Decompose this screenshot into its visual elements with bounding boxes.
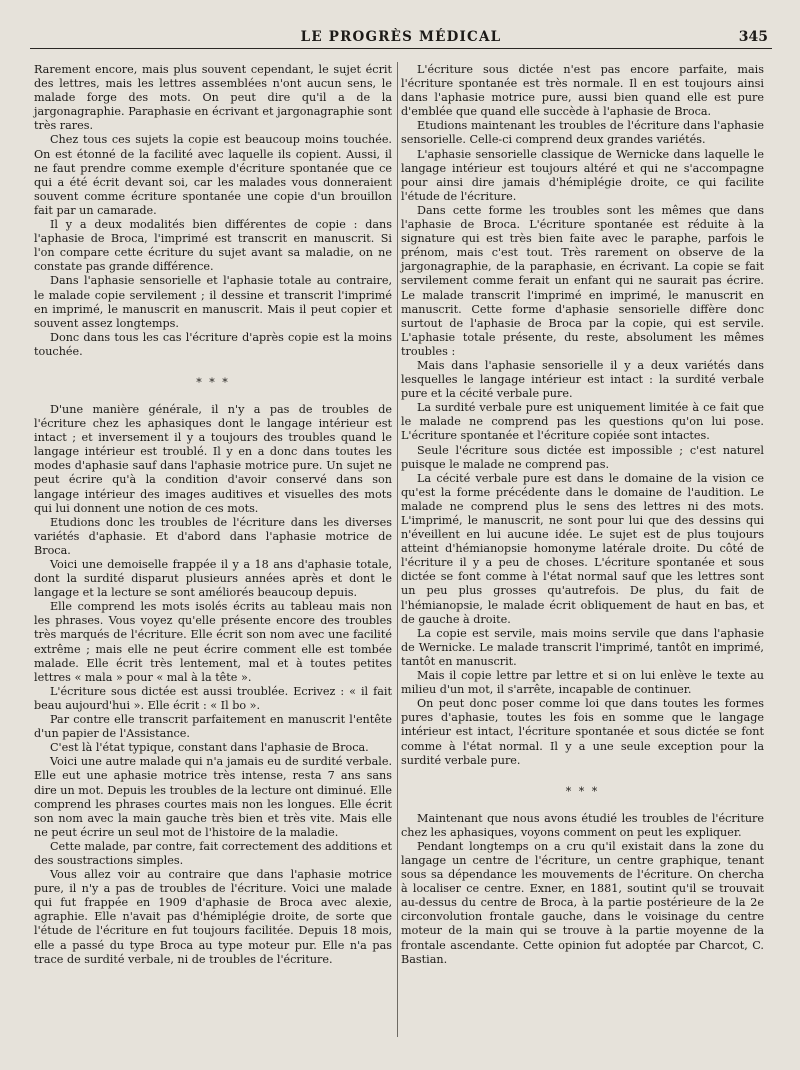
column-divider xyxy=(397,62,398,1037)
paragraph: Chez tous ces sujets la copie est beaucoup moins touchée. On est étonné de la facilité avec laquelle ils copient. Aussi, il ne faut prendre comme exemple d'écriture spontanée que ce qui a été écrit devant soi, car les malades vous donneraient souvent comme écriture spontanée une copie d'un brouillon fait par un camarade. xyxy=(34,133,392,217)
page-number: 345 xyxy=(738,29,768,45)
paragraph: Il y a deux modalités bien différentes de copie : dans l'aphasie de Broca, l'imprimé est transcrit en manuscrit. Si l'on compare cette écriture du sujet avant sa maladie, on ne constate pas grande différence. xyxy=(34,218,392,274)
paragraph: Voici une demoiselle frappée il y a 18 ans d'aphasie totale, dont la surdité disparut plusieurs années après et dont le langage et la lecture se sont améliorés beaucoup depuis. xyxy=(34,558,392,600)
paragraph: Vous allez voir au contraire que dans l'aphasie motrice pure, il n'y a pas de troubles de l'écriture. Voici une malade qui fut frappée en 1909 d'aphasie de Broca avec alexie, agraphie. Elle n'avait pas d'hémiplégie droite, de sorte que l'étude de l'écriture en fut toujours facilitée. Depuis 18 mois, elle a passé du type Broca au type moteur pur. Elle n'a pas trace de surdité verbale, ni de troubles de l'écriture. xyxy=(34,868,392,966)
section-separator: * * * xyxy=(196,375,230,389)
paragraph: Mais dans l'aphasie sensorielle il y a deux variétés dans lesquelles le langage intérieur est intact : la surdité verbale pure et la cécité verbale pure. xyxy=(401,358,764,401)
paragraph: C'est là l'état typique, constant dans l'aphasie de Broca. xyxy=(50,741,369,755)
paragraph: Elle comprend les mots isolés écrits au tableau mais non les phrases. Vous voyez qu'elle présente encore des troubles très marqués de l'écriture. Elle écrit son nom avec une facilité extrême ; mais elle ne peut écrire comment elle est tombée malade. Elle écrit très lentement, mal et à toutes petites lettres « mala » pour « mal à la tête ». xyxy=(34,600,392,684)
paragraph: Cette malade, par contre, fait correctement des additions et des soustractions simples. xyxy=(34,839,392,867)
paragraph: Dans cette forme les troubles sont les mêmes que dans l'aphasie de Broca. L'écriture spontanée est réduite à la signature qui est très bien faite avec le paraphe, parfois le prénom, mais c'est tout. Très rarement on observe de la jargonagraphie, de la paraphasie, en écrivant. La copie se fait servilement comme ferait un enfant qui ne saurait pas écrire. Le malade transcrit l'imprimé en imprimé, le manuscrit en manuscrit. Cette forme d'aphasie sensorielle diffère donc surtout de l'aphasie de Broca par la copie, qui est servile. L'aphasie totale présente, du reste, absolument les mêmes troubles : xyxy=(401,203,764,358)
page-header xyxy=(30,28,772,49)
section-separator: * * * xyxy=(565,784,600,798)
journal-title: LE PROGRÈS MÉDICAL xyxy=(300,29,502,45)
left-column xyxy=(34,63,392,967)
paragraph: La surdité verbale pure est uniquement limitée à ce fait que le malade ne comprend pas les questions qu'on lui pose. L'écriture spontanée et l'écriture copiée sont intactes. xyxy=(401,401,764,443)
paragraph: L'écriture sous dictée est aussi troublée. Ecrivez : « il fait beau aujourd'hui ». Elle écrit : « Il bo ». xyxy=(34,684,392,712)
paragraph: La cécité verbale pure est dans le domaine de la vision ce qu'est la forme précédente dans le domaine de l'audition. Le malade ne comprend plus le sens des lettres ni des mots. L'imprimé, le manuscrit, ne sont pour lui que des dessins qui n'éveillent en lui aucune idée. Le sujet est de plus toujours atteint d'hémianopsie homonyme latérale droite. Du côté de l'écriture il y a peu de choses. L'écriture spontanée et sous dictée se font comme à l'état normal sauf que les lettres sont un peu plus grosses qu'autrefois. De plus, du fait de l'hémianopsie, le malade écrit obliquement de haut en bas, et de gauche à droite. xyxy=(401,471,764,626)
paragraph: Pendant longtemps on a cru qu'il existait dans la zone du langage un centre de l'écriture, un centre graphique, tenant sous sa dépendance les mouvements de l'écriture. On chercha à localiser ce centre. Exner, en 1881, soutint qu'il se trouvait au-dessus du centre de Broca, à la partie postérieure de la 2e circonvolution frontale gauche, dans le voisinage du centre moteur de la main qui se trouve à la partie moyenne de la frontale ascendante. Cette opinion fut adoptée par Charcot, C. Bastian. xyxy=(401,839,764,966)
paragraph: On peut donc poser comme loi que dans toutes les formes pures d'aphasie, toutes les fois en somme que le langage intérieur est intact, l'écriture spontanée et sous dictée se font comme à l'état normal. Il y a une seule exception pour la surdité verbale pure. xyxy=(401,697,764,767)
paragraph: L'aphasie sensorielle classique de Wernicke dans laquelle le langage intérieur est toujours altéré et qui ne s'accompagne pour ainsi dire jamais d'hémiplégie droite, ce qui facilite l'étude de l'écriture. xyxy=(401,147,764,203)
paragraph: Donc dans tous les cas l'écriture d'après copie est la moins touchée. xyxy=(34,330,392,358)
paragraph: Voici une autre malade qui n'a jamais eu de surdité verbale. Elle eut une aphasie motrice très intense, resta 7 ans sans dire un mot. Depuis les troubles de la lecture ont diminué. Elle comprend les phrases courtes mais non les longues. Elle écrit son nom avec la main gauche très bien et très vite. Mais elle ne peut écrire un seul mot de l'histoire de la maladie. xyxy=(34,755,392,839)
paragraph: Mais il copie lettre par lettre et si on lui enlève le texte au milieu d'un mot, il s'arrête, incapable de continuer. xyxy=(401,669,764,697)
paragraph: L'écriture sous dictée n'est pas encore parfaite, mais l'écriture spontanée est très normale. Il en est toujours ainsi dans l'aphasie motrice pure, aussi bien quand elle est pure d'emblée que quand elle succède à l'aphasie de Broca. xyxy=(401,63,764,119)
paragraph: Etudions maintenant les troubles de l'écriture dans l'aphasie sensorielle. Celle-ci comprend deux grandes variétés. xyxy=(401,119,764,147)
paragraph: Dans l'aphasie sensorielle et l'aphasie totale au contraire, le malade copie servilement ; il dessine et transcrit l'imprimé en imprimé, le manuscrit en manuscrit. Mais il peut copier et souvent assez longtemps. xyxy=(34,274,392,330)
right-column xyxy=(401,63,764,967)
paragraph: Maintenant que nous avons étudié les troubles de l'écriture chez les aphasiques, voyons comment on peut les expliquer. xyxy=(401,811,764,839)
paragraph: Par contre elle transcrit parfaitement en manuscrit l'entête d'un papier de l'Assistance. xyxy=(34,713,392,741)
paragraph: D'une manière générale, il n'y a pas de troubles de l'écriture chez les aphasiques dont le langage intérieur est intact ; et inversement il y a toujours des troubles quand le langage intérieur est troublé. Il y en a donc dans toutes les modes d'aphasie sauf dans l'aphasie motrice pure. Un sujet ne peut écrire qu'à la condition d'avoir conservé dans son langage intérieur des images auditives et visuelles des mots qui lui donnent une notion de ces mots. xyxy=(34,402,392,515)
paragraph: Seule l'écriture sous dictée est impossible ; c'est naturel puisque le malade ne comprend pas. xyxy=(401,443,764,471)
paragraph: La copie est servile, mais moins servile que dans l'aphasie de Wernicke. Le malade transcrit l'imprimé, tantôt en imprimé, tantôt en manuscrit. xyxy=(401,626,764,668)
paragraph: Rarement encore, mais plus souvent cependant, le sujet écrit des lettres, mais les lettres assemblées n'ont aucun sens, le malade forge des mots. On peut dire qu'il a de la jargonagraphie. Paraphasie en écrivant et jargonagraphie sont très rares. xyxy=(34,63,392,133)
paragraph: Etudions donc les troubles de l'écriture dans les diverses variétés d'aphasie. Et d'abord dans l'aphasie motrice de Broca. xyxy=(34,515,392,557)
